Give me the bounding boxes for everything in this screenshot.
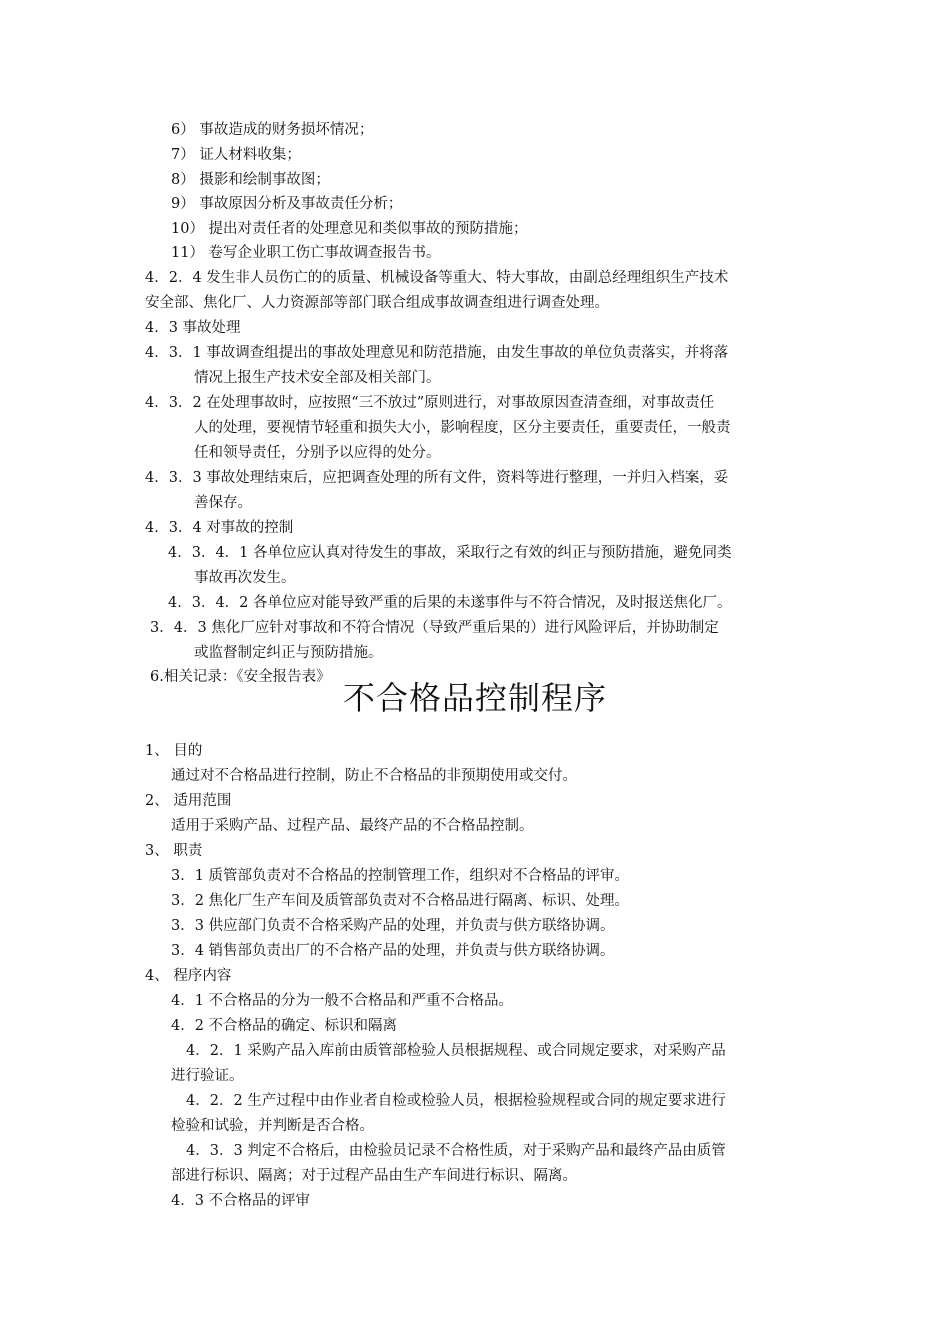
clause-3-4-3-line2: 或监督制定纠正与预防措施。 xyxy=(194,645,383,661)
responsibility-3-2: 3．2 焦化厂生产车间及质管部负责对不合格品进行隔离、标识、处理。 xyxy=(171,893,630,909)
section-2-body: 适用于采购产品、过程产品、最终产品的不合格品控制。 xyxy=(171,818,534,834)
item-7: 7） 证人材料收集； xyxy=(171,147,301,163)
section-1-heading: 1、 目的 xyxy=(145,743,203,759)
clause-4-3-2-line3: 任和领导责任，分别予以应得的处分。 xyxy=(194,445,441,461)
clause-4-2: 4．2 不合格品的确定、标识和隔离 xyxy=(171,1018,398,1034)
clause-4-3-4-1-line1: 4．3．4．1 各单位应认真对待发生的事故，采取行之有效的纠正与预防措施，避免同类 xyxy=(168,545,732,561)
item-6: 6） 事故造成的财务损坏情况； xyxy=(171,122,374,138)
clause-4-1: 4．1 不合格品的分为一般不合格品和严重不合格品。 xyxy=(171,993,514,1009)
item-11: 11） 卷写企业职工伤亡事故调查报告书。 xyxy=(171,245,441,261)
clause-4-3-heading: 4．3 不合格品的评审 xyxy=(171,1193,311,1209)
clause-4-3-4-2: 4．3．4．2 各单位应对能导致严重的后果的未遂事件与不符合情况，及时报送焦化厂。 xyxy=(168,595,732,611)
responsibility-3-1: 3．1 质管部负责对不合格品的控制管理工作，组织对不合格品的评审。 xyxy=(171,868,630,884)
clause-4-2-4-line1: 4．2．4 发生非人员伤亡的的质量、机械设备等重大、特大事故，由副总经理组织生产技术 xyxy=(145,270,729,286)
responsibility-3-4: 3．4 销售部负责出厂的不合格产品的处理，并负责与供方联络协调。 xyxy=(171,943,615,959)
clause-4-2-1-line1: 4．2．1 采购产品入库前由质管部检验人员根据规程、或合同规定要求，对采购产品 xyxy=(186,1043,726,1059)
section-3-heading: 3、 职责 xyxy=(145,843,203,859)
clause-4-2-4-line2: 安全部、焦化厂、人力资源部等部门联合组成事故调查组进行调查处理。 xyxy=(145,295,609,311)
responsibility-3-3: 3．3 供应部门负责不合格采购产品的处理，并负责与供方联络协调。 xyxy=(171,918,615,934)
clause-3-4-3-line1: 3．4．3 焦化厂应针对事故和不符合情况（导致严重后果的）进行风险评后，并协助制定 xyxy=(150,620,719,636)
clause-4-3-3-line1: 4．3．3 事故处理结束后，应把调查处理的所有文件，资料等进行整理，一并归入档案，妥 xyxy=(145,470,729,486)
clause-4-3-2-line2: 人的处理，要视情节轻重和损失大小，影响程度，区分主要责任，重要责任，一般责 xyxy=(194,420,731,436)
section-1-body: 通过对不合格品进行控制，防止不合格品的非预期使用或交付。 xyxy=(171,768,577,784)
clause-4-2-2-line1: 4．2．2 生产过程中由作业者自检或检验人员，根据检验规程或合同的规定要求进行 xyxy=(186,1093,726,1109)
clause-4-3-3-line2: 善保存。 xyxy=(194,495,252,511)
clause-4-3-1-line2: 情况上报生产技术安全部及相关部门。 xyxy=(194,370,441,386)
section-4-heading: 4、 程序内容 xyxy=(145,968,232,984)
item-10: 10） 提出对责任者的处理意见和类似事故的预防措施； xyxy=(171,221,528,237)
related-records: 6.相关记录：《安全报告表》 xyxy=(150,669,331,685)
clause-4-3-2-line1: 4．3．2 在处理事故时，应按照“三不放过”原则进行，对事故原因查清查细，对事故责任 xyxy=(145,395,715,411)
document-title: 不合格品控制程序 xyxy=(342,679,607,717)
section-2-heading: 2、 适用范围 xyxy=(145,793,232,809)
clause-4-3-1-line1: 4．3．1 事故调查组提出的事故处理意见和防范措施，由发生事故的单位负责落实，并将落 xyxy=(145,345,729,361)
clause-4-3-4-heading: 4．3．4 对事故的控制 xyxy=(145,520,294,536)
section-4-3-heading: 4．3 事故处理 xyxy=(145,320,241,336)
clause-4-2-2-line2: 检验和试验，并判断是否合格。 xyxy=(171,1118,374,1134)
item-8: 8） 摄影和绘制事故图； xyxy=(171,172,330,188)
clause-4-3-3b-line2: 部进行标识、隔离；对于过程产品由生产车间进行标识、隔离。 xyxy=(171,1168,577,1184)
clause-4-3-4-1-line2: 事故再次发生。 xyxy=(194,570,296,586)
item-9: 9） 事故原因分析及事故责任分析； xyxy=(171,196,403,212)
clause-4-3-3b-line1: 4．3．3 判定不合格后，由检验员记录不合格性质，对于采购产品和最终产品由质管 xyxy=(186,1143,726,1159)
clause-4-2-1-line2: 进行验证。 xyxy=(171,1068,244,1084)
